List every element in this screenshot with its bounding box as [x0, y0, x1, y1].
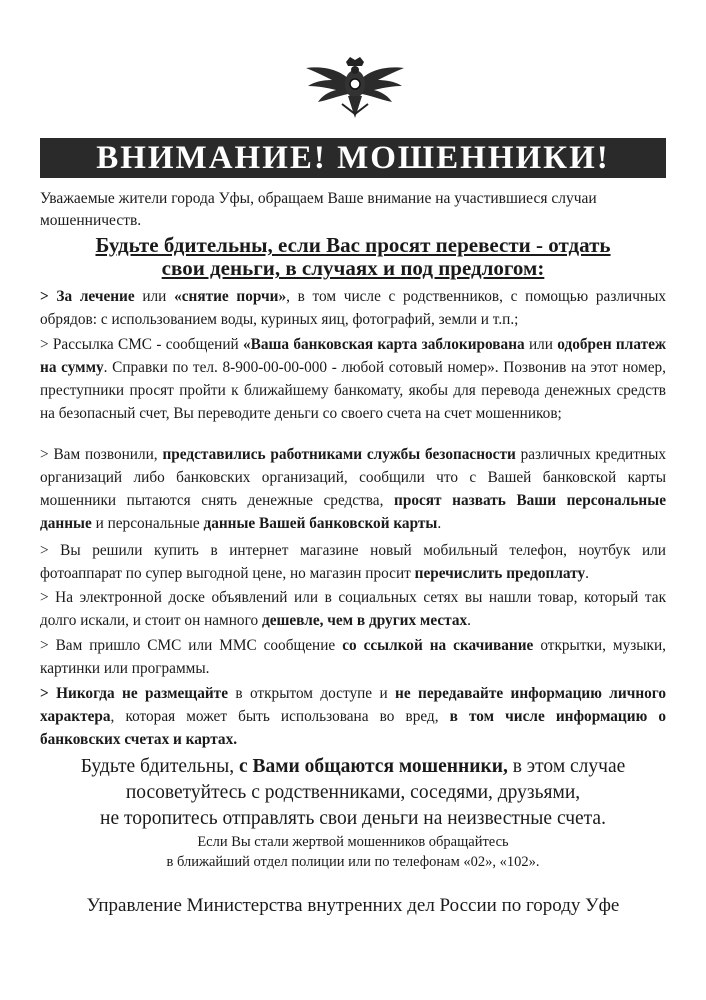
- police-emblem-icon: [302, 56, 408, 126]
- headline: [40, 234, 666, 280]
- intro-text: Уважаемые жители города Уфы, обращаем Ваше внимание на участившиеся случаи мошенничеств.: [40, 190, 597, 229]
- list-item: > Вам пришло СМС или ММС сообщение со ссылкой на скачивание открытки, музыки, картинки или программы.: [40, 637, 667, 677]
- list-item: > Вы решили купить в интернет магазине новый мобильный телефон, ноутбук или фотоаппарат по супер выгодной цене, но магазин просит перечислить предоплату.: [40, 542, 666, 582]
- list-item: > Никогда не размещайте в открытом доступе и не передавайте информацию личного характера, которая может быть использована во вред, в том числе информацию о банковских счетах и картах.: [40, 685, 666, 748]
- headline-line-2: свои деньги, в случаях и под предлогом:: [161, 256, 545, 280]
- warning-line-3: не торопитесь отправлять свои деньги на неизвестные счета.: [100, 808, 606, 829]
- contact-note: Если Вы стали жертвой мошенников обращайтесь в ближайший отдел полиции или по телефонам «02», «102».: [166, 834, 540, 870]
- footer-signature: Управление Министерства внутренних дел России по городу Уфе: [86, 895, 620, 916]
- warning-line-2: посоветуйтесь с родственниками, соседями, друзьями,: [125, 782, 581, 803]
- list-item: > На электронной доске объявлений или в социальных сетях вы нашли товар, который так долго искали, и стоит он намного дешевле, чем в других местах.: [40, 589, 666, 629]
- list-item: > Вам позвонили, представились работниками службы безопасности различных кредитных организаций либо банковских организаций, сообщили что с Вашей банковской карты мошенники пытаются снять денежные средства, просят назвать Ваши персональные данные и персональные данные Вашей банковской карты.: [40, 446, 666, 532]
- page-title-banner: ВНИМАНИЕ! МОШЕННИКИ!: [40, 138, 666, 178]
- list-item: > За лечение или «снятие порчи», в том числе с родственников, с помощью различных обрядов: с использованием воды, куриных яиц, фотографий, земли и т.п.;: [40, 288, 667, 328]
- list-item: > Рассылка СМС - сообщений «Ваша банковская карта заблокирована или одобрен платеж на сумму. Справки по тел. 8-900-00-00-000 - любой сотовый номер». Позвонив на этот номер, преступники просят пройти к ближайшему банкомату, якобы для перевода денежных средств на безопасный счет, Вы переводите деньги со своего счета на счет мошенников;: [40, 336, 666, 422]
- headline-line-1: Будьте бдительны, если Вас просят перевести - отдать: [95, 233, 611, 257]
- warning-block: Будьте бдительны, с Вами общаются мошенники, в этом случае посоветуйтесь с родственниками, соседями, друзьями, не торопитесь отправлять свои деньги на неизвестные счета.: [80, 756, 626, 829]
